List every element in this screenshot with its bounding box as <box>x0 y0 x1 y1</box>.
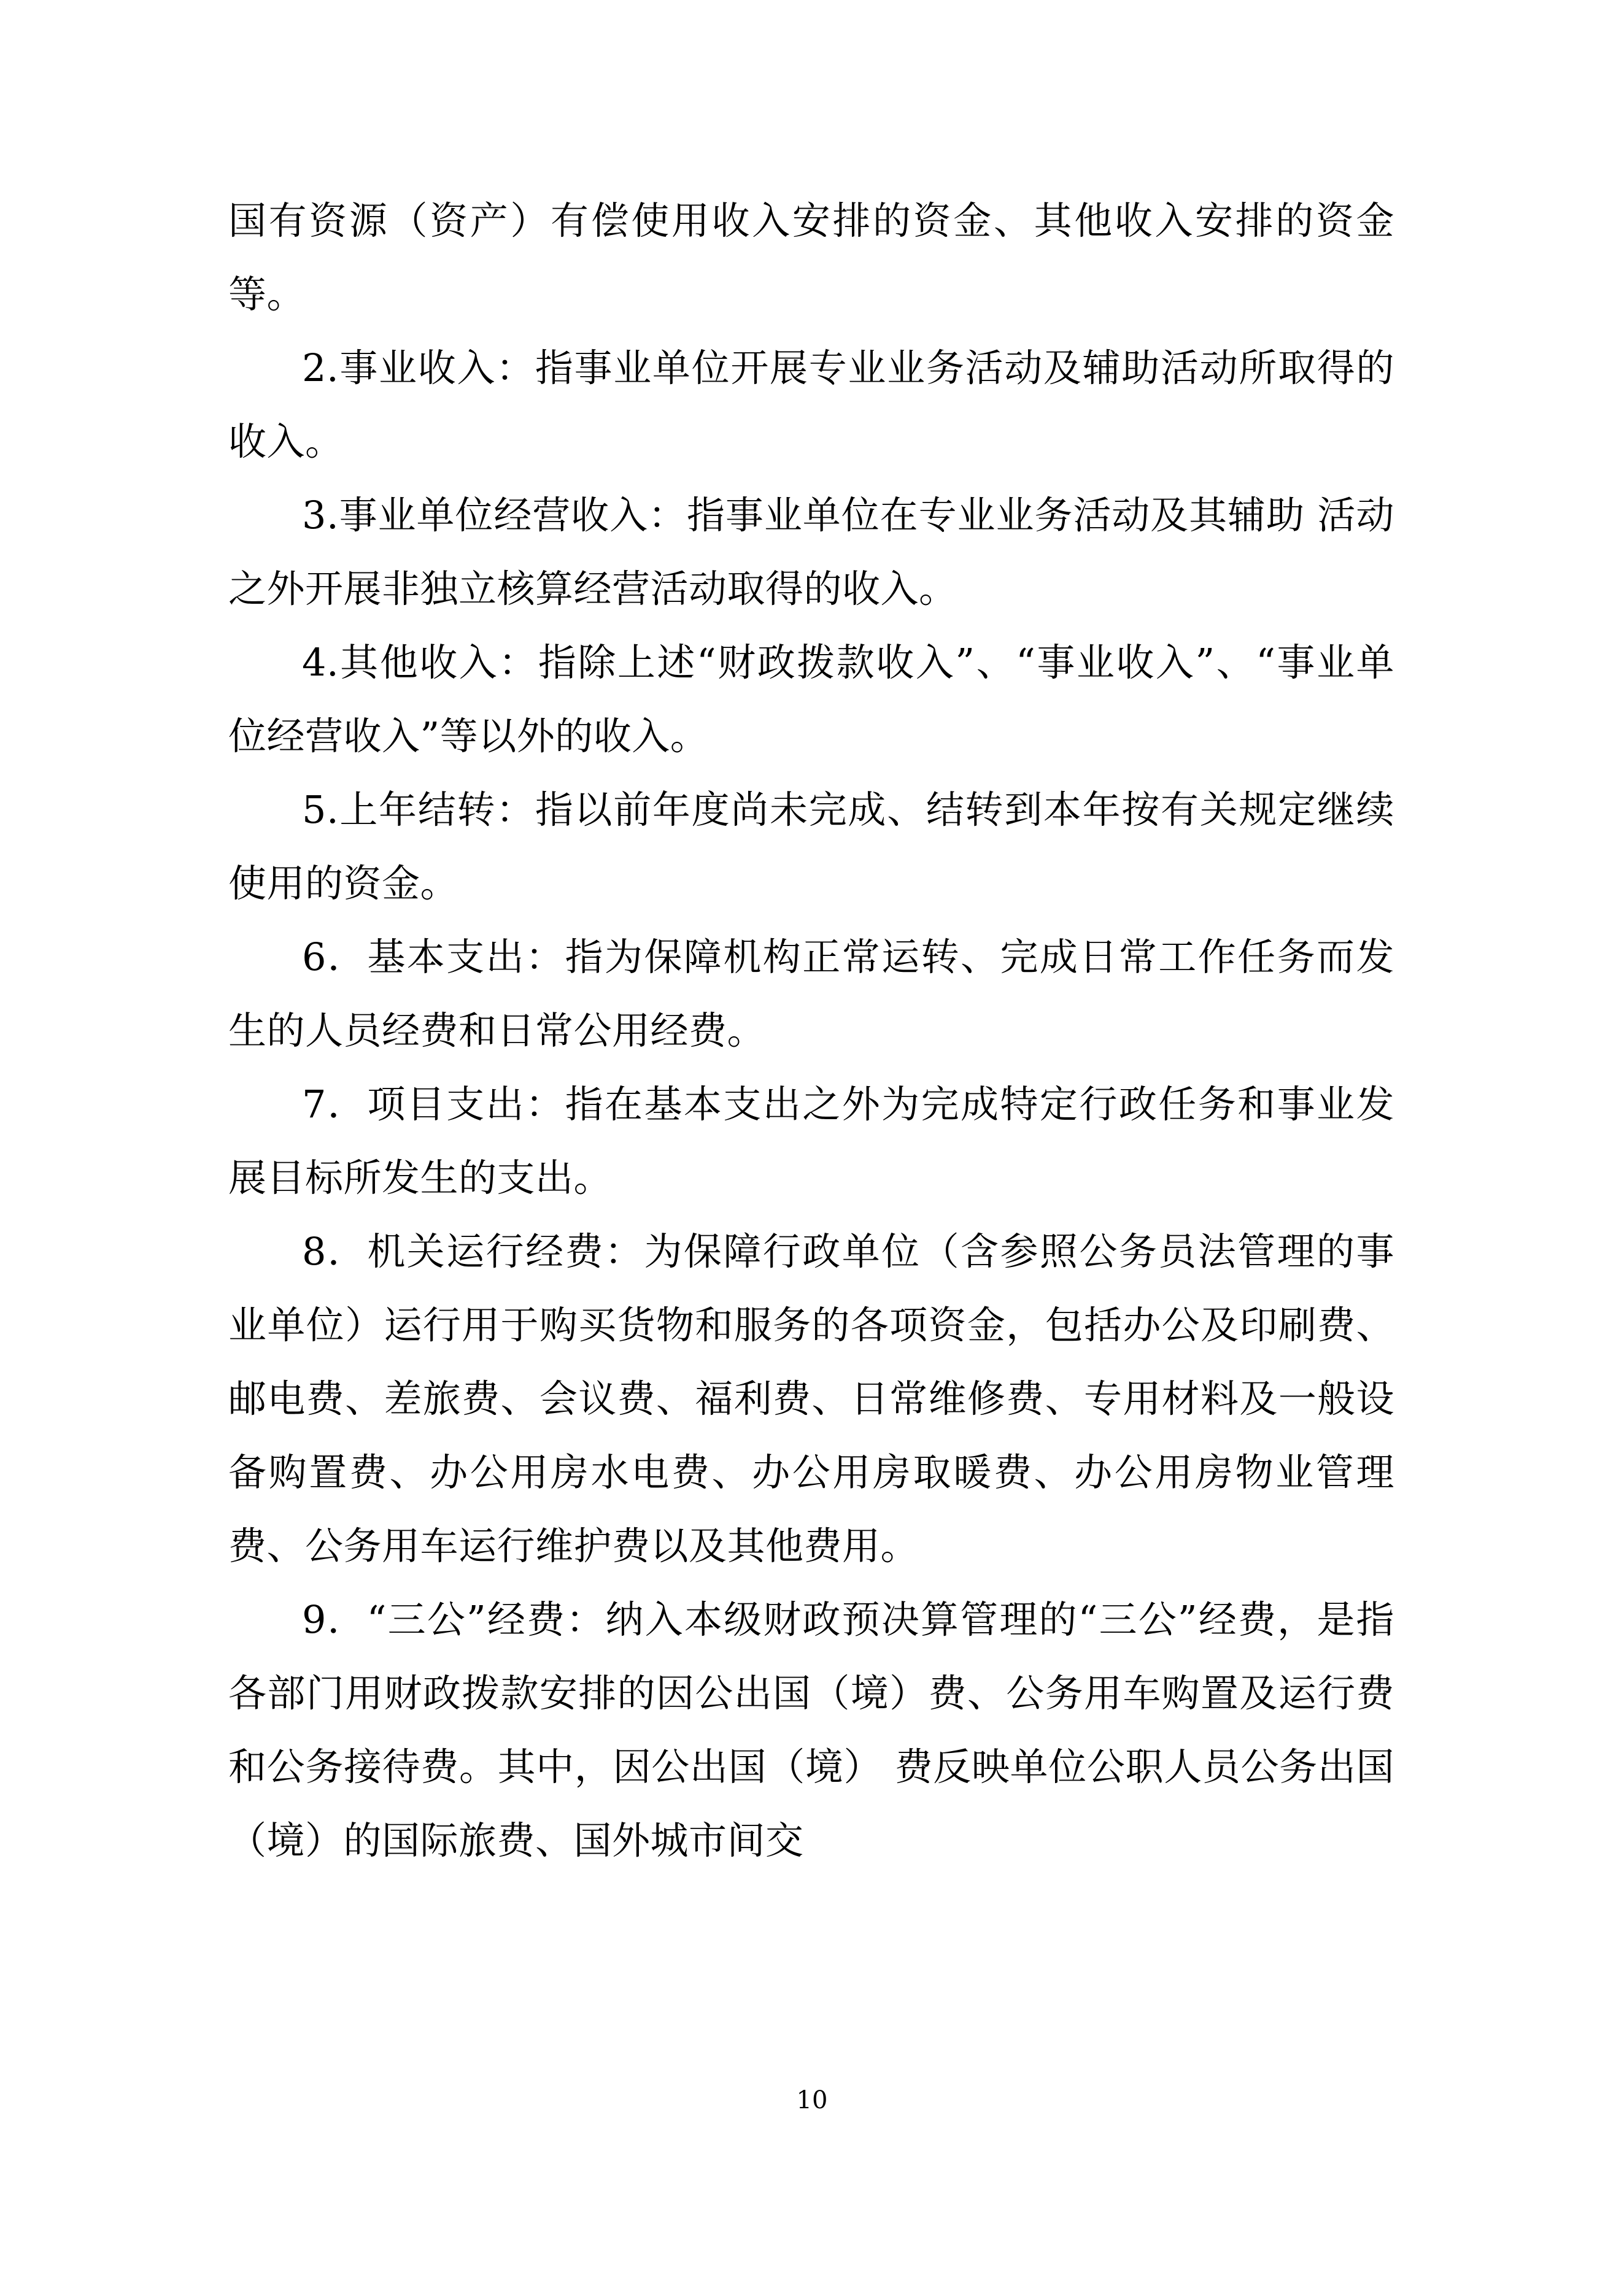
paragraph-item-2: 2.事业收入：指事业单位开展专业业务活动及辅助活动所取得的收入。 <box>228 345 1394 464</box>
paragraph-item-3: 3.事业单位经营收入：指事业单位在专业业务活动及其辅助 活动之外开展非独立核算经营活动取得的收入。 <box>228 493 1394 611</box>
paragraph-item-6: 6．基本支出：指为保障机构正常运转、完成日常工作任务而发生的人员经费和日常公用经费。 <box>228 934 1394 1053</box>
page-content <box>228 184 1394 1878</box>
page-number: 10 <box>796 2086 828 2114</box>
paragraph-item-8: 8．机关运行经费：为保障行政单位（含参照公务员法管理的事业单位）运行用于购买货物和服务的各项资金，包括办公及印刷费、邮电费、差旅费、会议费、福利费、日常维修费、专用材料及一般设备购置费、办公用房水电费、办公用房取暖费、办公用房物业管理费、公务用车运行维护费以及其他费用。 <box>228 1229 1394 1568</box>
paragraph-item-7: 7．项目支出：指在基本支出之外为完成特定行政任务和事业发展目标所发生的支出。 <box>228 1082 1394 1200</box>
paragraph-continued: 国有资源（资产）有偿使用收入安排的资金、其他收入安排的资金等。 <box>228 198 1394 317</box>
paragraph-item-4: 4.其他收入：指除上述“财政拨款收入”、“事业收入”、“事业单位经营收入”等以外的收入。 <box>228 640 1394 758</box>
paragraph-item-5: 5.上年结转：指以前年度尚未完成、结转到本年按有关规定继续使用的资金。 <box>228 787 1394 906</box>
paragraph-item-9: 9．“三公”经费：纳入本级财政预决算管理的“三公”经费，是指各部门用财政拨款安排的因公出国（境）费、公务用车购置及运行费和公务接待费。其中，因公出国（境） 费反映单位公职人员公务出国（境）的国际旅费、国外城市间交 <box>228 1597 1394 1863</box>
